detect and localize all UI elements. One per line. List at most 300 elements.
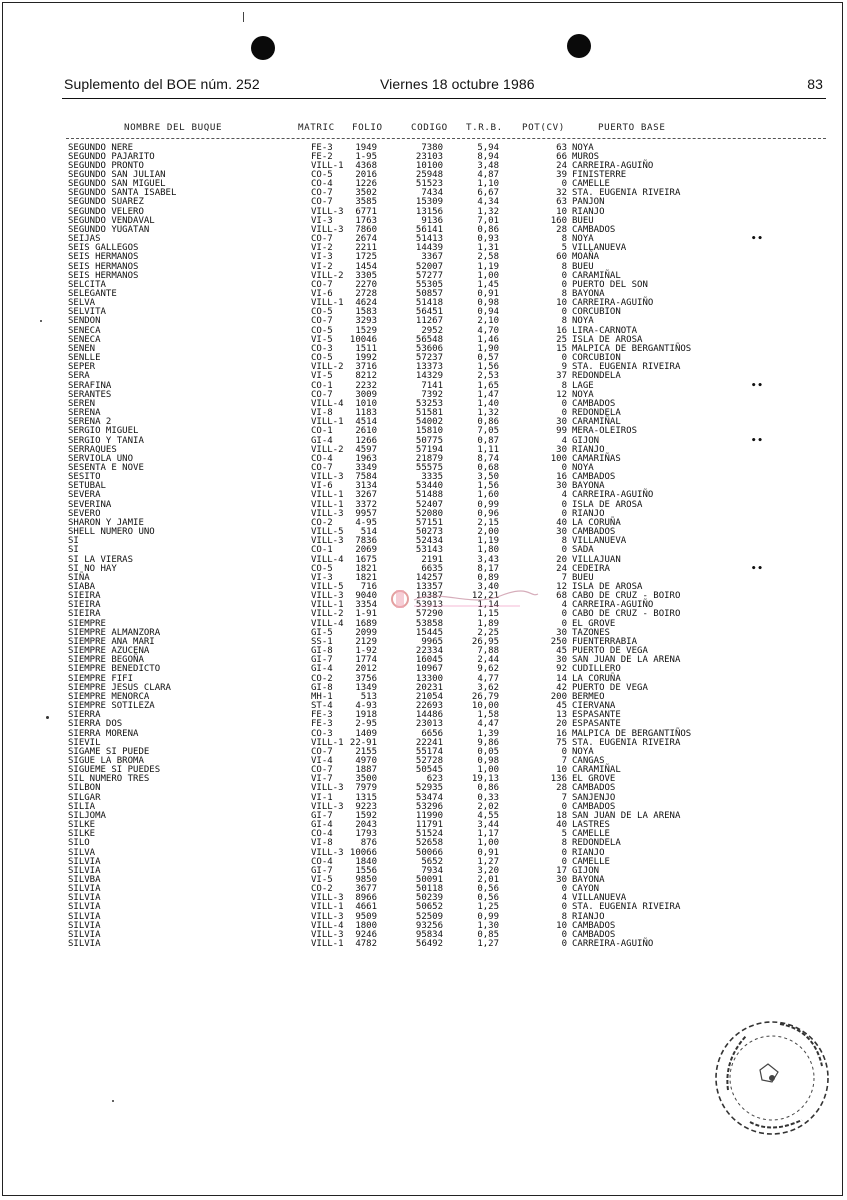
cell-codigo: 50239 — [415, 893, 443, 904]
cell-trb: 1,32 — [477, 206, 499, 217]
cell-folio: 3502 — [355, 188, 377, 199]
cell-nombre: SERAFINA — [68, 380, 112, 391]
cell-trb: 5,94 — [477, 142, 499, 153]
cell-trb: 2,53 — [477, 371, 499, 382]
cell-folio: 1992 — [355, 353, 377, 364]
cell-nombre: SILVIA — [68, 902, 101, 913]
cell-folio: 876 — [360, 838, 377, 849]
scan-mark — [243, 12, 244, 22]
cell-codigo: 22241 — [415, 737, 443, 748]
cell-pot: 9 — [561, 362, 567, 373]
cell-matric: FE-3 — [311, 719, 333, 730]
cell-pot: 8 — [561, 380, 567, 391]
cell-puerto: CAMBADOS — [572, 224, 616, 235]
cell-trb: 0,94 — [477, 307, 499, 318]
cell-pot: 0 — [561, 545, 567, 556]
cell-matric: VILL-4 — [311, 398, 344, 409]
cell-puerto: VILLANUEVA — [572, 893, 627, 904]
cell-nombre: SEVERA — [68, 490, 101, 501]
cell-matric: ST-4 — [311, 701, 333, 712]
cell-nombre: SEGUNDO SANTA ISABEL — [68, 188, 177, 199]
col-puerto: PUERTO BASE — [598, 122, 666, 133]
cell-nombre: SEREN — [68, 398, 96, 409]
cell-matric: SS-1 — [311, 636, 333, 647]
cell-nombre: SIERRA DOS — [68, 719, 123, 730]
cell-folio: 1918 — [355, 710, 377, 721]
cell-puerto: STA. EUGENIA RIVEIRA — [572, 188, 681, 199]
cell-puerto: RIANJO — [572, 911, 605, 922]
cell-nombre: SEGUNDO YUGATAN — [68, 224, 150, 235]
cell-matric: VILL-3 — [311, 224, 344, 235]
cell-nombre: SI NO HAY — [68, 563, 117, 574]
cell-puerto: GIJON — [572, 435, 600, 446]
cell-folio: 4514 — [355, 417, 377, 428]
cell-folio: 7836 — [355, 536, 377, 547]
cell-puerto: MERA-OLEIROS — [572, 426, 638, 437]
cell-trb: 0,86 — [477, 417, 499, 428]
cell-trb: 0,99 — [477, 499, 499, 510]
cell-codigo: 13156 — [415, 206, 443, 217]
cell-codigo: 7434 — [421, 188, 443, 199]
cell-puerto: PUERTO DE VEGA — [572, 646, 648, 657]
cell-codigo: 7934 — [421, 865, 443, 876]
cell-puerto: MOAÑA — [572, 252, 600, 263]
cell-pot: 0 — [561, 929, 567, 940]
cell-trb: 1,32 — [477, 408, 499, 419]
cell-nombre: SILVIA — [68, 865, 101, 876]
cell-pot: 63 — [556, 142, 567, 153]
cell-pot: 66 — [556, 151, 567, 162]
cell-folio: 1675 — [355, 554, 377, 565]
cell-folio: 3677 — [355, 884, 377, 895]
cell-nombre: SI — [68, 536, 79, 547]
cell-folio: 3585 — [355, 197, 377, 208]
cell-nombre: SESITO — [68, 472, 101, 483]
cell-matric: CO-5 — [311, 169, 333, 180]
cell-matric: VI-3 — [311, 215, 333, 226]
cell-puerto: MUROS — [572, 151, 600, 162]
cell-codigo: 52935 — [415, 783, 443, 794]
cell-nombre: SENECA — [68, 334, 101, 345]
cell-trb: 1,30 — [477, 920, 499, 931]
cell-nombre: SIEVIL — [68, 737, 101, 748]
cell-codigo: 56492 — [415, 939, 443, 950]
cell-nombre: SEPER — [68, 362, 96, 373]
cell-folio: 2016 — [355, 169, 377, 180]
cell-trb: 0,91 — [477, 847, 499, 858]
cell-puerto: MALPICA DE BERGANTIÑOS — [572, 343, 692, 354]
cell-puerto: CORCUBION — [572, 307, 621, 318]
cell-codigo: 50273 — [415, 527, 443, 538]
cell-folio: 1315 — [355, 792, 377, 803]
cell-matric: VI-7 — [311, 774, 333, 785]
cell-pot: 28 — [556, 224, 567, 235]
cell-pot: 24 — [556, 160, 567, 171]
cell-folio: 1183 — [355, 408, 377, 419]
cell-pot: 68 — [556, 591, 567, 602]
cell-trb: 1,47 — [477, 389, 499, 400]
cell-puerto: MALPICA DE BERGANTIÑOS — [572, 728, 692, 739]
cell-pot: 17 — [556, 865, 567, 876]
cell-pot: 136 — [550, 774, 567, 785]
cell-codigo: 50545 — [415, 765, 443, 776]
cell-nombre: SIEMPRE JESUS CLARA — [68, 682, 171, 693]
cell-folio: 10066 — [349, 847, 377, 858]
cell-pot: 10 — [556, 765, 567, 776]
col-codigo: CODIGO — [411, 122, 448, 133]
cell-folio: 2043 — [355, 820, 377, 831]
cell-folio: 1592 — [355, 810, 377, 821]
cell-pot: 25 — [556, 334, 567, 345]
cell-trb: 1,39 — [477, 728, 499, 739]
cell-matric: VI-6 — [311, 289, 333, 299]
cell-trb: 1,80 — [477, 545, 499, 556]
cell-puerto: CARREIRA-AGUIÑO — [572, 490, 654, 501]
cell-matric: CO-4 — [311, 829, 333, 840]
cell-trb: 1,89 — [477, 618, 499, 629]
cell-pot: 16 — [556, 728, 567, 739]
cell-folio: 2211 — [355, 243, 377, 254]
cell-folio: 4782 — [355, 939, 377, 950]
cell-puerto: ISLA DE AROSA — [572, 334, 643, 345]
cell-matric: VILL-4 — [311, 920, 344, 931]
cell-matric: VILL-1 — [311, 160, 344, 171]
cell-trb: 3,48 — [477, 160, 499, 171]
cell-codigo: 15309 — [415, 197, 443, 208]
page-number: 83 — [807, 76, 823, 92]
cell-folio: 1010 — [355, 398, 377, 409]
cell-matric: CO-3 — [311, 343, 333, 354]
cell-trb: 0,98 — [477, 298, 499, 309]
cell-puerto: LASTRES — [572, 820, 610, 831]
cell-codigo: 53474 — [415, 792, 443, 803]
cell-matric: FE-3 — [311, 710, 333, 721]
cell-folio: 3354 — [355, 600, 377, 611]
cell-trb: 3,44 — [477, 820, 499, 831]
cell-trb: 1,25 — [477, 902, 499, 913]
cell-folio: 3305 — [355, 270, 377, 281]
cell-pot: 8 — [561, 234, 567, 245]
cell-folio: 1583 — [355, 307, 377, 318]
cell-nombre: SEIJAS — [68, 234, 101, 245]
cell-nombre: SENEN — [68, 343, 96, 354]
cell-trb: 19,13 — [471, 774, 499, 785]
cell-codigo: 3367 — [421, 252, 443, 263]
cell-pot: 5 — [561, 243, 567, 254]
cell-nombre: SIEMPRE BEGOÑA — [68, 655, 144, 666]
cell-pot: 45 — [556, 701, 567, 712]
cell-puerto: NOYA — [572, 746, 594, 757]
cell-folio: 1725 — [355, 252, 377, 263]
cell-matric: CO-5 — [311, 307, 333, 318]
cell-trb: 0,96 — [477, 508, 499, 519]
cell-nombre: SIEMPRE — [68, 618, 106, 629]
cell-nombre: SIABA — [68, 582, 96, 592]
publication-date: Viernes 18 octubre 1986 — [380, 76, 535, 92]
cell-mark: •• — [751, 234, 764, 245]
cell-trb: 1,31 — [477, 243, 499, 254]
cell-pot: 4 — [561, 600, 567, 611]
cell-folio: 9040 — [355, 591, 377, 602]
cell-codigo: 57194 — [415, 444, 443, 455]
cell-matric: CO-7 — [311, 279, 333, 290]
cell-nombre: SIERRA — [68, 710, 101, 721]
cell-codigo: 50066 — [415, 847, 443, 858]
cell-trb: 0,57 — [477, 353, 499, 364]
cell-folio: 2069 — [355, 545, 377, 556]
cell-puerto: CARAMIÑAL — [572, 765, 621, 776]
cell-codigo: 14486 — [415, 710, 443, 721]
cell-pot: 45 — [556, 646, 567, 657]
cell-trb: 0,99 — [477, 911, 499, 922]
cell-trb: 0,68 — [477, 462, 499, 473]
cell-nombre: SERGIO MIGUEL — [68, 426, 139, 437]
cell-matric: CO-3 — [311, 728, 333, 739]
cell-matric: VILL-5 — [311, 582, 344, 592]
cell-puerto: RIANJO — [572, 444, 605, 455]
cell-nombre: SENLLE — [68, 353, 101, 364]
cell-folio: 2270 — [355, 279, 377, 290]
cell-matric: VI-4 — [311, 755, 333, 766]
cell-matric: CO-2 — [311, 673, 333, 684]
cell-pot: 4 — [561, 490, 567, 501]
cell-matric: VILL-3 — [311, 847, 344, 858]
cell-matric: VILL-3 — [311, 801, 344, 812]
cell-puerto: CAYON — [572, 884, 600, 895]
cell-pot: 7 — [561, 755, 567, 766]
cell-nombre: SILGAR — [68, 792, 101, 803]
cell-matric: FE-2 — [311, 151, 333, 162]
cell-pot: 16 — [556, 472, 567, 483]
cell-nombre: SIEIRA — [68, 600, 101, 611]
cell-codigo: 51488 — [415, 490, 443, 501]
cell-folio: 1454 — [355, 261, 377, 272]
cell-codigo: 22334 — [415, 646, 443, 657]
scan-speck — [40, 320, 42, 322]
cell-nombre: SERRAQUES — [68, 444, 117, 455]
cell-folio: 1840 — [355, 856, 377, 867]
cell-pot: 8 — [561, 261, 567, 272]
cell-matric: CO-2 — [311, 517, 333, 528]
cell-trb: 4,70 — [477, 325, 499, 336]
cell-folio: 2155 — [355, 746, 377, 757]
cell-pot: 0 — [561, 270, 567, 281]
cell-trb: 1,65 — [477, 380, 499, 391]
cell-codigo: 21054 — [415, 691, 443, 702]
cell-puerto: PANJON — [572, 197, 605, 208]
cell-pot: 5 — [561, 829, 567, 840]
cell-nombre: SILVA — [68, 847, 96, 858]
cell-codigo: 9965 — [421, 636, 443, 647]
cell-codigo: 51418 — [415, 298, 443, 309]
cell-trb: 2,44 — [477, 655, 499, 666]
cell-puerto: REDONDELA — [572, 371, 621, 382]
cell-puerto: LA CORUÑA — [572, 517, 621, 528]
cell-pot: 30 — [556, 417, 567, 428]
cell-folio: 2-95 — [355, 719, 377, 730]
cell-folio: 2129 — [355, 636, 377, 647]
cell-codigo: 56548 — [415, 334, 443, 345]
cell-trb: 2,25 — [477, 627, 499, 638]
cell-trb: 0,86 — [477, 783, 499, 794]
cell-codigo: 56451 — [415, 307, 443, 318]
cell-codigo: 13300 — [415, 673, 443, 684]
cell-codigo: 23103 — [415, 151, 443, 162]
cell-trb: 8,74 — [477, 453, 499, 464]
cell-folio: 10046 — [349, 334, 377, 345]
cell-matric: CO-7 — [311, 316, 333, 327]
cell-puerto: CAMARIÑAS — [572, 453, 621, 464]
cell-codigo: 9136 — [421, 215, 443, 226]
cell-puerto: BERMEO — [572, 691, 605, 702]
cell-pot: 8 — [561, 838, 567, 849]
cell-pot: 92 — [556, 664, 567, 675]
cell-pot: 8 — [561, 316, 567, 327]
cell-puerto: CAMBADOS — [572, 801, 616, 812]
cell-pot: 10 — [556, 920, 567, 931]
cell-pot: 42 — [556, 682, 567, 693]
cell-trb: 1,58 — [477, 710, 499, 721]
cell-matric: GI-5 — [311, 627, 333, 638]
cell-codigo: 57151 — [415, 517, 443, 528]
cell-folio: 4597 — [355, 444, 377, 455]
cell-nombre: SEVERINA — [68, 499, 112, 510]
cell-matric: CO-5 — [311, 563, 333, 574]
cell-codigo: 50652 — [415, 902, 443, 913]
cell-folio: 9246 — [355, 929, 377, 940]
cell-puerto: CAMBADOS — [572, 398, 616, 409]
cell-pot: 32 — [556, 188, 567, 199]
cell-pot: 7 — [561, 572, 567, 583]
cell-nombre: SI LA VIERAS — [68, 554, 134, 565]
cell-nombre: SEGUNDO VENDAVAL — [68, 215, 155, 226]
cell-nombre: SERANTES — [68, 389, 112, 400]
cell-codigo: 13357 — [415, 582, 443, 592]
cell-puerto: CAMELLE — [572, 829, 610, 840]
cell-pot: 0 — [561, 508, 567, 519]
cell-nombre: SERGIO Y TANIA — [68, 435, 144, 446]
cell-nombre: SIEMPRE FIFI — [68, 673, 134, 684]
cell-codigo: 15445 — [415, 627, 443, 638]
cell-folio: 3716 — [355, 362, 377, 373]
cell-pot: 40 — [556, 517, 567, 528]
cell-pot: 30 — [556, 527, 567, 538]
cell-folio: 1763 — [355, 215, 377, 226]
cell-matric: GI-8 — [311, 646, 333, 657]
cell-nombre: SEIS GALLEGOS — [68, 243, 139, 254]
cell-puerto: RIANJO — [572, 847, 605, 858]
cell-trb: 1,60 — [477, 490, 499, 501]
scan-speck — [46, 716, 49, 719]
cell-codigo: 50091 — [415, 875, 443, 885]
cell-folio: 1226 — [355, 179, 377, 190]
cell-puerto: CABO DE CRUZ - BOIRO — [572, 609, 681, 620]
cell-puerto: PUERTO DEL SON — [572, 279, 648, 290]
cell-pot: 7 — [561, 792, 567, 803]
cell-folio: 3293 — [355, 316, 377, 327]
cell-matric: CO-7 — [311, 188, 333, 199]
cell-folio: 6771 — [355, 206, 377, 217]
cell-codigo: 11990 — [415, 810, 443, 821]
cell-folio: 2728 — [355, 289, 377, 299]
cell-codigo: 23013 — [415, 719, 443, 730]
cell-nombre: SIEMPRE MENORCA — [68, 691, 150, 702]
cell-codigo: 53296 — [415, 801, 443, 812]
cell-puerto: NOYA — [572, 389, 594, 400]
cell-pot: 20 — [556, 554, 567, 565]
cell-puerto: ESPASANTE — [572, 710, 621, 721]
cell-matric: VILL-3 — [311, 472, 344, 483]
cell-nombre: SERENA 2 — [68, 417, 112, 428]
cell-codigo: 15810 — [415, 426, 443, 437]
cell-folio: 3009 — [355, 389, 377, 400]
cell-folio: 1887 — [355, 765, 377, 776]
watermark-logo — [390, 582, 540, 616]
cell-nombre: SILBON — [68, 783, 101, 794]
cell-nombre: SILJOMA — [68, 810, 106, 821]
cell-pot: 0 — [561, 398, 567, 409]
col-pot: POT(CV) — [522, 122, 565, 133]
cell-matric: CO-1 — [311, 545, 333, 556]
cell-nombre: SI — [68, 545, 79, 556]
cell-puerto: CEDEIRA — [572, 563, 610, 574]
cell-pot: 0 — [561, 884, 567, 895]
cell-puerto: BAYONA — [572, 481, 605, 492]
cell-nombre: SIGUEME SI PUEDES — [68, 765, 161, 776]
cell-trb: 1,56 — [477, 481, 499, 492]
cell-matric: VI-5 — [311, 334, 333, 345]
cell-codigo: 14439 — [415, 243, 443, 254]
cell-pot: 0 — [561, 353, 567, 364]
cell-pot: 250 — [550, 636, 567, 647]
cell-matric: VILL-5 — [311, 527, 344, 538]
col-folio: FOLIO — [352, 122, 383, 133]
cell-pot: 12 — [556, 389, 567, 400]
cell-codigo: 53858 — [415, 618, 443, 629]
cell-folio: 4-95 — [355, 517, 377, 528]
cell-pot: 28 — [556, 783, 567, 794]
cell-trb: 1,27 — [477, 856, 499, 867]
cell-mark: •• — [751, 380, 764, 391]
cell-nombre: SEIS HERMANOS — [68, 270, 139, 281]
cell-nombre: SIGAME SI PUEDE — [68, 746, 150, 757]
cell-nombre: SILVIA — [68, 884, 101, 895]
cell-codigo: 11267 — [415, 316, 443, 327]
cell-trb: 2,58 — [477, 252, 499, 263]
cell-puerto: BAYONA — [572, 875, 605, 885]
cell-pot: 37 — [556, 371, 567, 382]
cell-puerto: LAGE — [572, 380, 594, 391]
cell-puerto: CABO DE CRUZ - BOIRO — [572, 591, 681, 602]
cell-puerto: SANJENJO — [572, 792, 616, 803]
cell-folio: 7860 — [355, 224, 377, 235]
cell-codigo: 10387 — [415, 591, 443, 602]
cell-trb: 0,98 — [477, 755, 499, 766]
cell-pot: 0 — [561, 279, 567, 290]
cell-codigo: 55305 — [415, 279, 443, 290]
cell-matric: VILL-3 — [311, 911, 344, 922]
cell-puerto: LA CORUÑA — [572, 673, 621, 684]
cell-nombre: SILVIA — [68, 920, 101, 931]
cell-trb: 26,95 — [471, 636, 499, 647]
cell-pot: 40 — [556, 820, 567, 831]
cell-trb: 1,19 — [477, 261, 499, 272]
cell-puerto: REDONDELA — [572, 838, 621, 849]
cell-trb: 10,00 — [471, 701, 499, 712]
cell-trb: 0,56 — [477, 893, 499, 904]
cell-puerto: BUEU — [572, 215, 594, 226]
cell-codigo: 50857 — [415, 289, 443, 299]
